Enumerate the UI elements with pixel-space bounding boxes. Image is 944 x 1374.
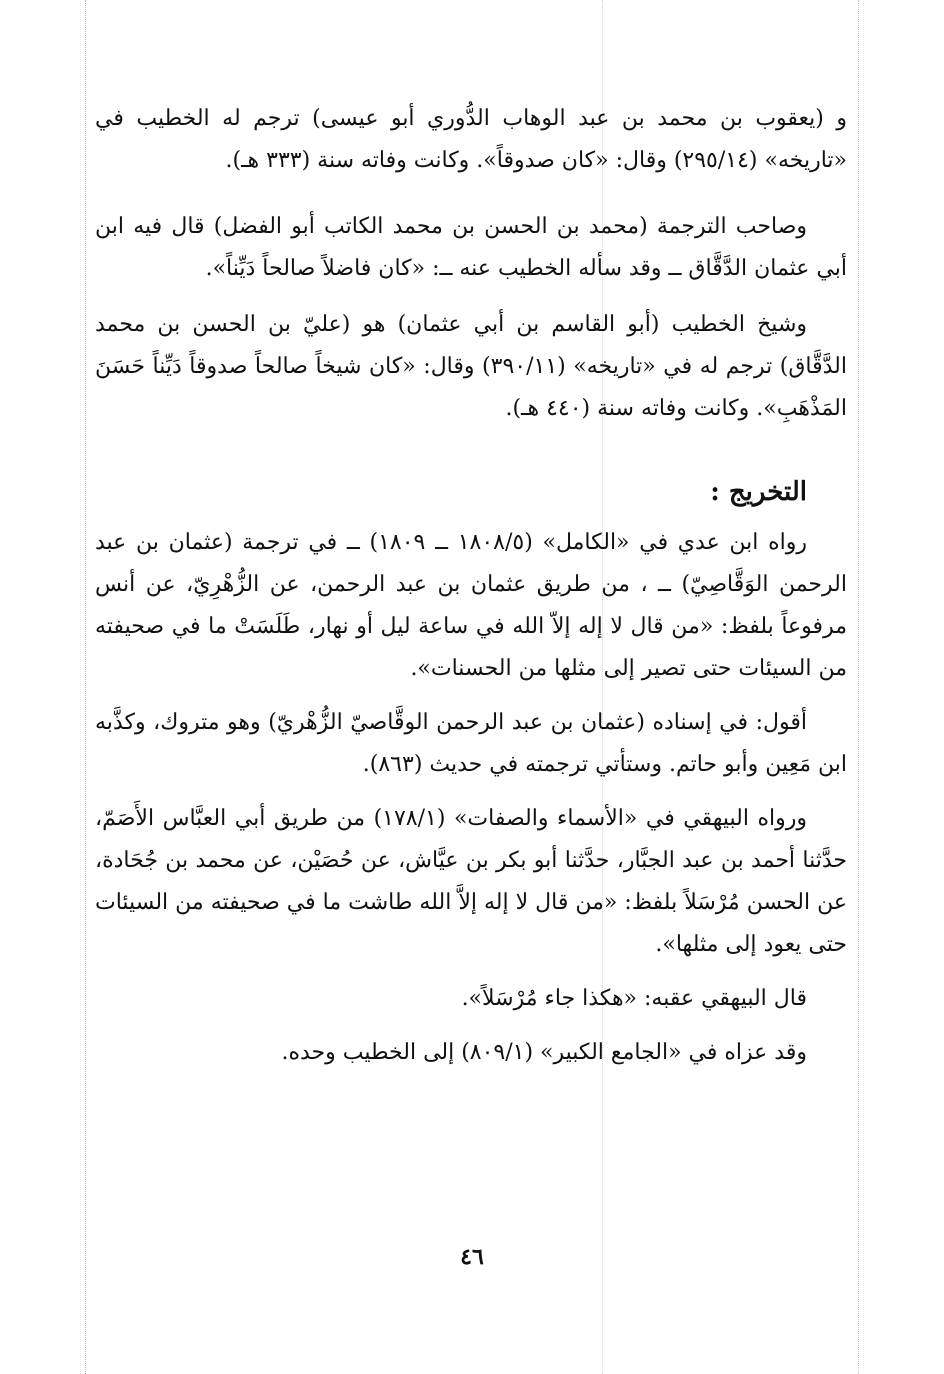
scan-edge-right bbox=[858, 0, 859, 1374]
paragraph-ibn-adi-narration: رواه ابن عدي في «الكامل» (١٨٠٨/٥ ــ ١٨٠٩) ــ في ترجمة (عثمان بن عبد الرحمن الوَقَّاصِيّ) ــ ، من طريق عثمان بن عبد الرحمن، عن الزُّهْرِيّ، عن أنس مرفوعاً بلفظ: «من قال لا إله إلاّ الله في ساعة ليل أو نهار، طَلَسَتْ ما في صحيفته من السيئات حتى تصير إلى مثلها من الحسنات». bbox=[95, 530, 847, 681]
page-body bbox=[95, 98, 847, 1074]
paragraph-jami-attribution: وقد عزاه في «الجامع الكبير» (٨٠٩/١) إلى الخطيب وحده. bbox=[281, 1040, 807, 1065]
paragraph-author-comment: أقول: في إسناده (عثمان بن عبد الرحمن الوقَّاصيّ الزُّهْريّ) وهو متروك، وكذَّبه ابن مَعِين وأبو حاتم. وستأتي ترجمته في حديث (٨٦٣). bbox=[95, 710, 847, 777]
paragraph-subject-biography: وصاحب الترجمة (محمد بن الحسن بن محمد الكاتب أبو الفضل) قال فيه ابن أبي عثمان الدَّقَّاق ــ وقد سأله الخطيب عنه ــ: «كان فاضلاً صالحاً دَيِّناً». bbox=[95, 214, 847, 281]
paragraph-sheikh-biography: وشيخ الخطيب (أبو القاسم بن أبي عثمان) هو (عليّ بن الحسن بن محمد الدَّقَّاق) ترجم له في «تاريخه» (٣٩٠/١١) وقال: «كان شيخاً صالحاً صدوقاً دَيِّناً حَسَنَ المَذْهَبِ». وكانت وفاته سنة (٤٤٠ هـ). bbox=[95, 312, 847, 421]
section-heading-takhrij: التخريج : bbox=[710, 477, 807, 507]
paragraph-bayhaqi-remark: قال البيهقي عقبه: «هكذا جاء مُرْسَلاً». bbox=[461, 986, 807, 1011]
paragraph-bayhaqi-narration: ورواه البيهقي في «الأسماء والصفات» (١٧٨/١) من طريق أبي العبَّاس الأَصَمّ، حدَّثنا أحمد بن عبد الجبَّار، حدَّثنا أبو بكر بن عيَّاش، عن حُصَيْن، عن محمد بن جُحَادة، عن الحسن مُرْسَلاً بلفظ: «من قال لا إله إلاَّ الله طاشت ما في صحيفته من السيئات حتى يعود إلى مثلها». bbox=[95, 806, 847, 957]
page-number: ٤٦ bbox=[460, 1244, 484, 1270]
scan-edge-left bbox=[85, 0, 86, 1374]
paragraph-yaqub-biography: و (يعقوب بن محمد بن عبد الوهاب الدُّوري أبو عيسى) ترجم له الخطيب في «تاريخه» (٢٩٥/١٤) وقال: «كان صدوقاً». وكانت وفاته سنة (٣٣٣ هـ). bbox=[95, 106, 847, 173]
